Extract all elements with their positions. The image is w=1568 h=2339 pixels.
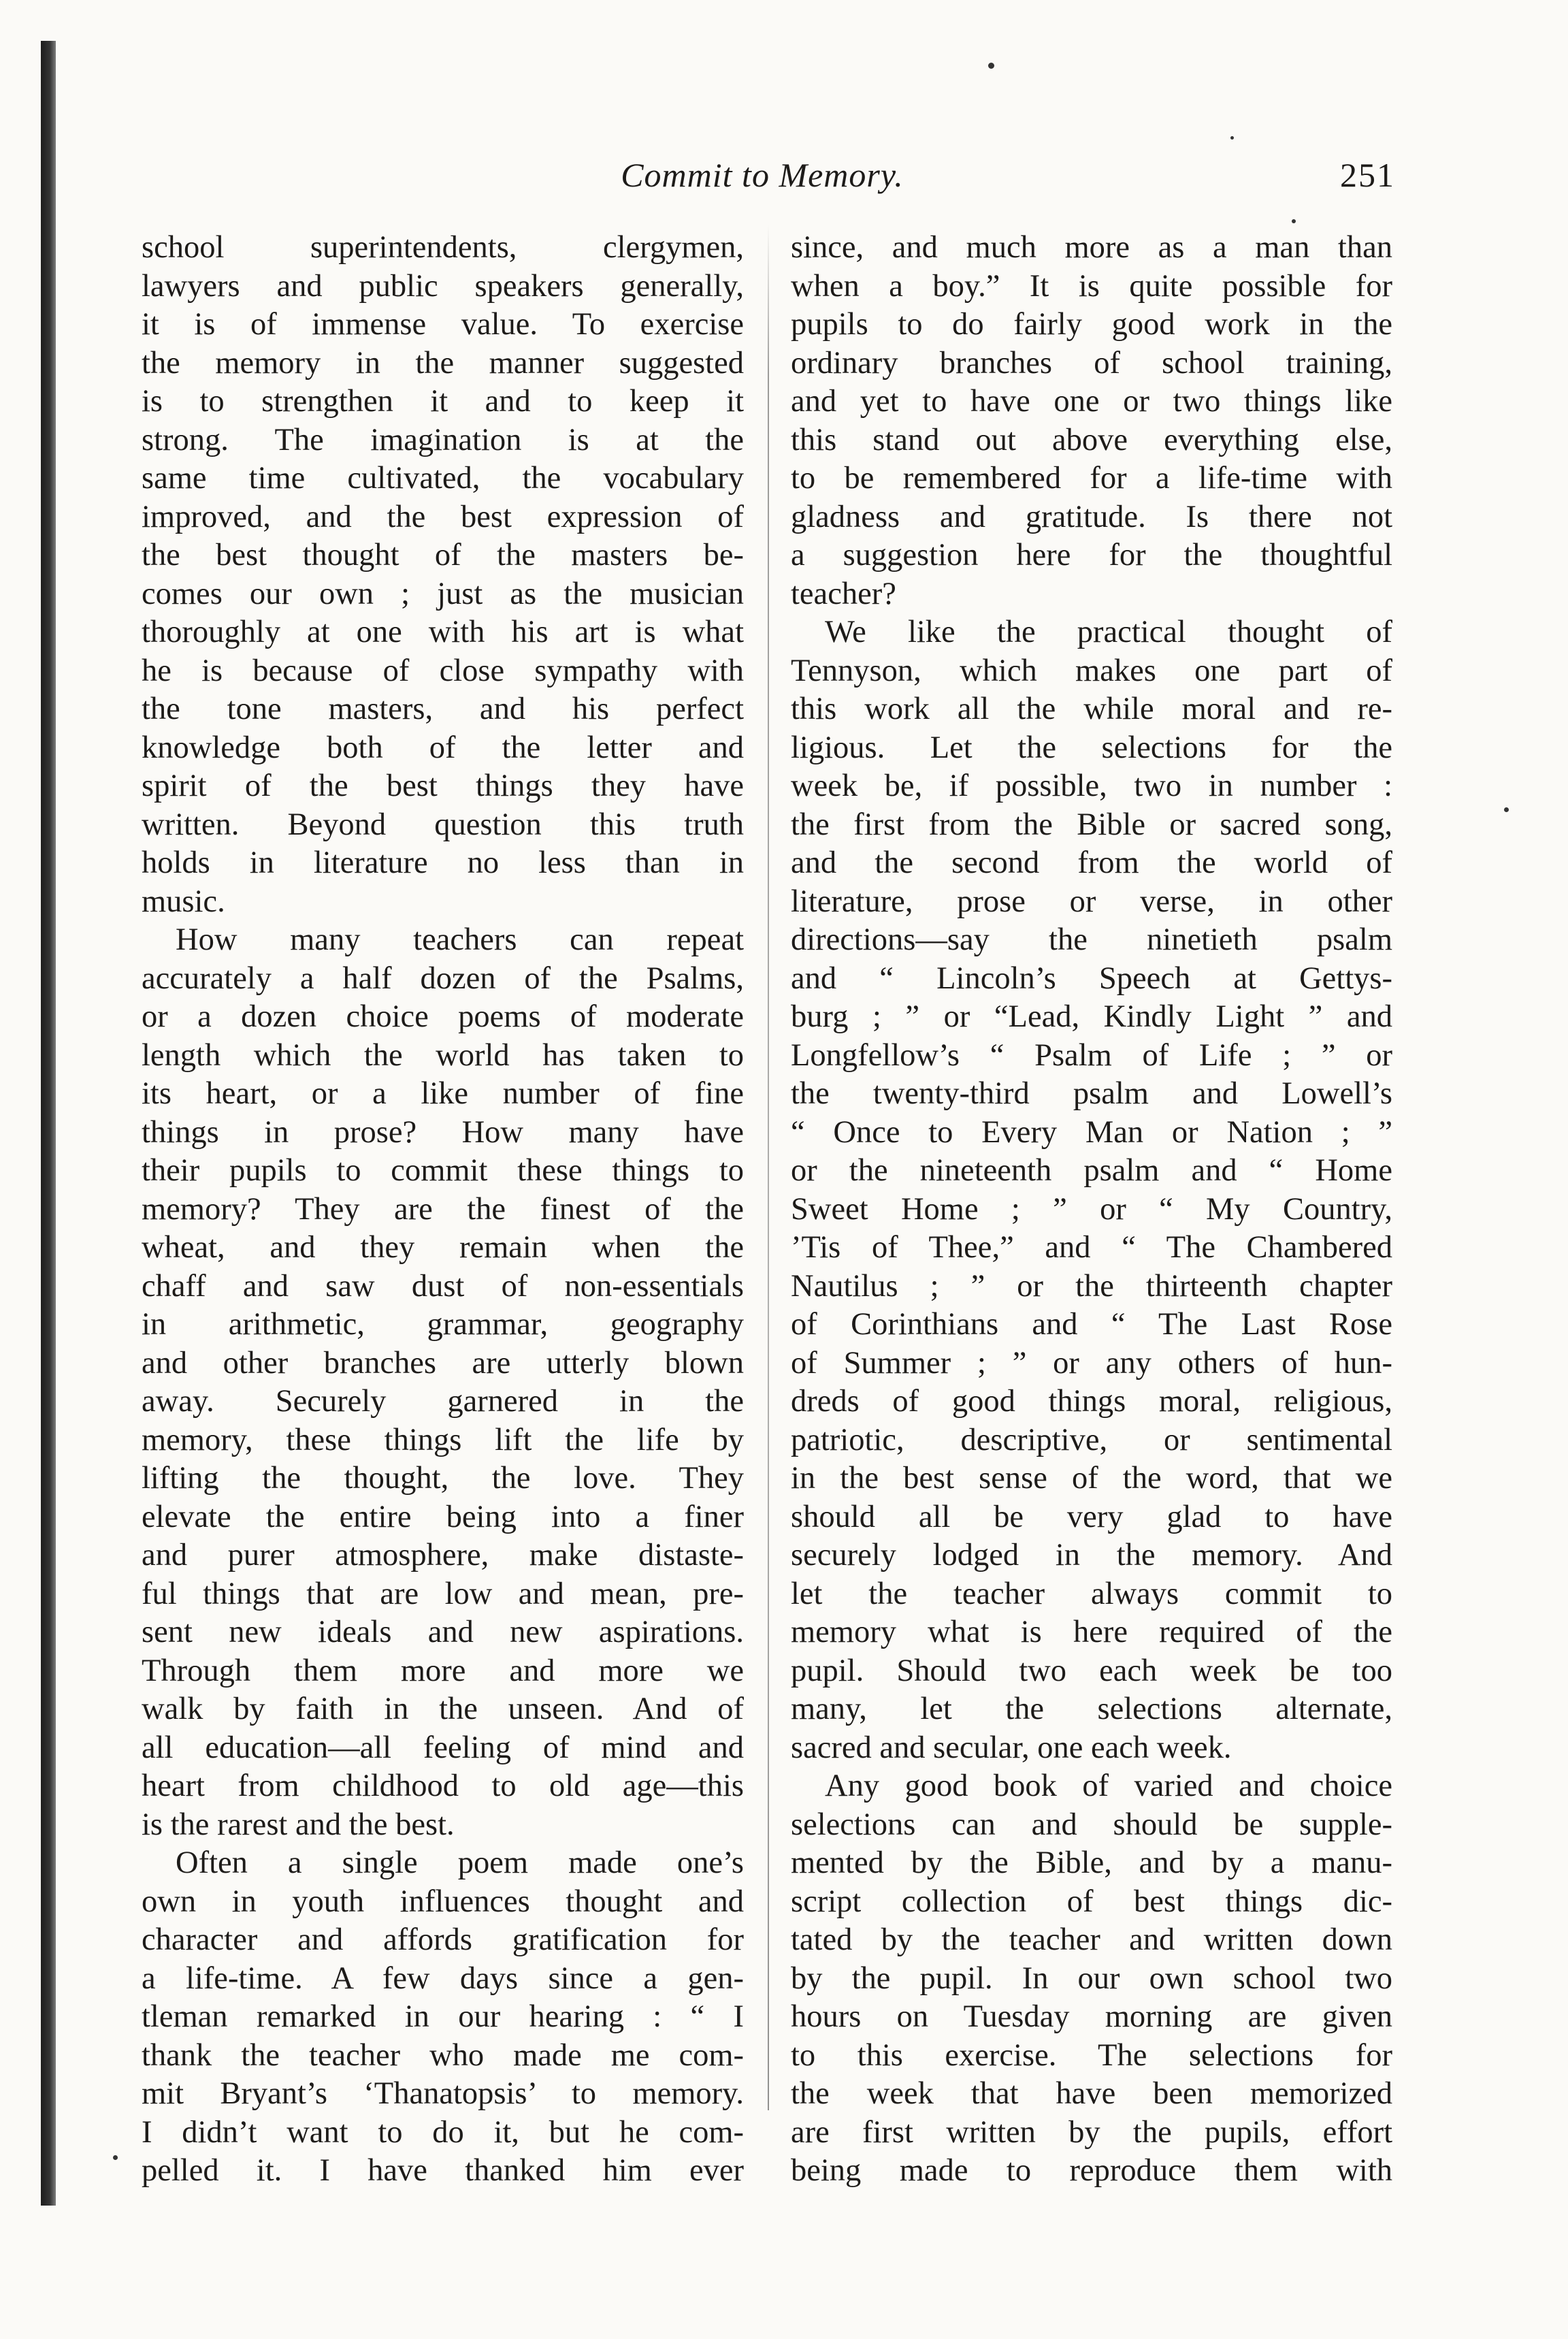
text-line: memory? They are the finest of the	[142, 1191, 744, 1227]
text-line: of Summer ; ” or any others of hun-	[791, 1345, 1392, 1381]
text-line: away. Securely garnered in the	[142, 1384, 744, 1419]
text-line: the best thought of the masters be-	[142, 538, 744, 572]
scan-binding-edge	[41, 41, 56, 2206]
text-line: memory, these things lift the life by	[142, 1422, 744, 1457]
text-line: length which the world has taken to	[142, 1037, 744, 1073]
text-line: of Corinthians and “ The Last Rose	[791, 1307, 1392, 1342]
text-line: securely lodged in the memory. And	[791, 1538, 1392, 1572]
text-line: written. Beyond question this truth	[142, 807, 744, 842]
text-line: literature, prose or verse, in other	[791, 884, 1392, 919]
text-line: comes our own ; just as the musician	[142, 576, 744, 611]
text-line: to be remembered for a life-time with	[791, 461, 1392, 496]
scan-speck	[113, 2155, 118, 2160]
text-line: a suggestion here for the thoughtful	[791, 538, 1392, 572]
text-line: How many teachers can repeat	[176, 922, 744, 957]
text-line: holds in literature no less than in	[142, 845, 744, 880]
text-line: music.	[142, 884, 225, 919]
text-line: should all be very glad to have	[791, 1499, 1392, 1534]
text-line: chaff and saw dust of non-essentials	[142, 1268, 744, 1304]
text-line: teacher?	[791, 576, 896, 611]
text-column-right	[791, 229, 1392, 2191]
running-title: Commit to Memory.	[621, 156, 904, 194]
text-line: spirit of the best things they have	[142, 769, 744, 803]
text-line: memory what is here required of the	[791, 1615, 1392, 1649]
text-line: the first from the Bible or sacred song,	[791, 807, 1392, 842]
text-line: lifting the thought, the love. They	[142, 1461, 744, 1496]
text-line: ’Tis of Thee,” and “ The Chambered	[791, 1230, 1392, 1265]
text-line: script collection of best things dic-	[791, 1884, 1392, 1919]
text-line: a life-time. A few days since a gen-	[142, 1961, 744, 1996]
text-line: improved, and the best expression of	[142, 499, 744, 534]
scan-speck	[1504, 807, 1509, 812]
text-line: the tone masters, and his perfect	[142, 692, 744, 726]
text-line: this stand out above everything else,	[791, 422, 1392, 457]
text-line: gladness and gratitude. Is there not	[791, 499, 1392, 534]
text-line: Any good book of varied and choice	[825, 1769, 1392, 1803]
text-line: pupil. Should two each week be too	[791, 1653, 1392, 1688]
text-line: Longfellow’s “ Psalm of Life ; ” or	[791, 1037, 1392, 1073]
text-line: directions—say the ninetieth psalm	[791, 922, 1392, 957]
text-line: Tennyson, which makes one part of	[791, 653, 1392, 688]
text-line: lawyers and public speakers generally,	[142, 268, 744, 304]
text-line: accurately a half dozen of the Psalms,	[142, 961, 744, 996]
text-line: same time cultivated, the vocabulary	[142, 461, 744, 496]
text-line: to this exercise. The selections for	[791, 2037, 1392, 2073]
text-line: week be, if possible, two in number :	[791, 769, 1392, 803]
text-line: Sweet Home ; ” or “ My Country,	[791, 1191, 1392, 1227]
text-line: in arithmetic, grammar, geography	[142, 1307, 744, 1342]
text-line: or a dozen choice poems of moderate	[142, 999, 744, 1034]
text-line: and yet to have one or two things like	[791, 384, 1392, 419]
scan-speck	[988, 63, 994, 69]
text-line: being made to reproduce them with	[791, 2153, 1392, 2188]
text-line: patriotic, descriptive, or sentimental	[791, 1422, 1392, 1457]
text-line: mit Bryant’s ‘Thanatopsis’ to memory.	[142, 2076, 744, 2111]
text-line: the week that have been memorized	[791, 2076, 1392, 2111]
text-line: thoroughly at one with his art is what	[142, 615, 744, 649]
column-divider	[768, 225, 769, 2110]
text-line: sent new ideals and new aspirations.	[142, 1615, 744, 1649]
text-line: own in youth influences thought and	[142, 1884, 744, 1919]
text-line: heart from childhood to old age—this	[142, 1769, 744, 1803]
text-line: the memory in the manner suggested	[142, 345, 744, 381]
text-line: walk by faith in the unseen. And of	[142, 1692, 744, 1726]
text-line: ligious. Let the selections for the	[791, 730, 1392, 765]
text-line: are first written by the pupils, effort	[791, 2114, 1392, 2150]
text-column-left	[142, 229, 744, 2191]
text-line: since, and much more as a man than	[791, 230, 1392, 265]
text-line: pupils to do fairly good work in the	[791, 307, 1392, 342]
page-header	[129, 155, 1395, 203]
text-line: character and affords gratification for	[142, 1922, 744, 1957]
text-line: by the pupil. In our own school two	[791, 1961, 1392, 1996]
text-line: knowledge both of the letter and	[142, 730, 744, 765]
scan-speck	[1292, 219, 1296, 223]
text-line: Nautilus ; ” or the thirteenth chapter	[791, 1268, 1392, 1304]
text-line: hours on Tuesday morning are given	[791, 1999, 1392, 2034]
text-line: Often a single poem made one’s	[176, 1845, 744, 1880]
text-line: I didn’t want to do it, but he com-	[142, 2114, 744, 2150]
text-line: selections can and should be supple-	[791, 1807, 1392, 1842]
text-line: mented by the Bible, and by a manu-	[791, 1845, 1392, 1880]
text-line: sacred and secular, one each week.	[791, 1730, 1232, 1765]
text-line: their pupils to commit these things to	[142, 1153, 744, 1188]
text-line: this work all the while moral and re-	[791, 692, 1392, 726]
text-line: We like the practical thought of	[825, 615, 1392, 649]
text-line: thank the teacher who made me com-	[142, 2037, 744, 2073]
text-line: elevate the entire being into a finer	[142, 1499, 744, 1534]
text-line: dreds of good things moral, religious,	[791, 1384, 1392, 1419]
text-line: ful things that are low and mean, pre-	[142, 1576, 744, 1611]
text-line: its heart, or a like number of fine	[142, 1076, 744, 1111]
text-line: all education—all feeling of mind and	[142, 1730, 744, 1765]
text-line: or the nineteenth psalm and “ Home	[791, 1153, 1392, 1188]
page-number: 251	[1340, 156, 1395, 194]
text-line: is to strengthen it and to keep it	[142, 384, 744, 419]
text-line: wheat, and they remain when the	[142, 1230, 744, 1265]
text-line: the twenty-third psalm and Lowell’s	[791, 1076, 1392, 1111]
text-line: “ Once to Every Man or Nation ; ”	[791, 1114, 1392, 1150]
text-line: many, let the selections alternate,	[791, 1692, 1392, 1726]
text-line: in the best sense of the word, that we	[791, 1461, 1392, 1496]
text-line: school superintendents, clergymen,	[142, 230, 744, 265]
text-line: when a boy.” It is quite possible for	[791, 268, 1392, 304]
text-line: pelled it. I have thanked him ever	[142, 2153, 744, 2188]
text-line: ordinary branches of school training,	[791, 345, 1392, 381]
text-line: it is of immense value. To exercise	[142, 307, 744, 342]
text-line: and the second from the world of	[791, 845, 1392, 880]
text-line: strong. The imagination is at the	[142, 422, 744, 457]
text-line: and purer atmosphere, make distaste-	[142, 1538, 744, 1572]
text-line: tleman remarked in our hearing : “ I	[142, 1999, 744, 2034]
text-line: and “ Lincoln’s Speech at Gettys-	[791, 961, 1392, 996]
scan-speck	[1230, 136, 1234, 140]
text-line: he is because of close sympathy with	[142, 653, 744, 688]
text-line: is the rarest and the best.	[142, 1807, 455, 1842]
text-line: tated by the teacher and written down	[791, 1922, 1392, 1957]
text-line: let the teacher always commit to	[791, 1576, 1392, 1611]
text-line: burg ; ” or “Lead, Kindly Light ” and	[791, 999, 1392, 1034]
text-line: Through them more and more we	[142, 1653, 744, 1688]
text-line: and other branches are utterly blown	[142, 1345, 744, 1381]
text-line: things in prose? How many have	[142, 1114, 744, 1150]
